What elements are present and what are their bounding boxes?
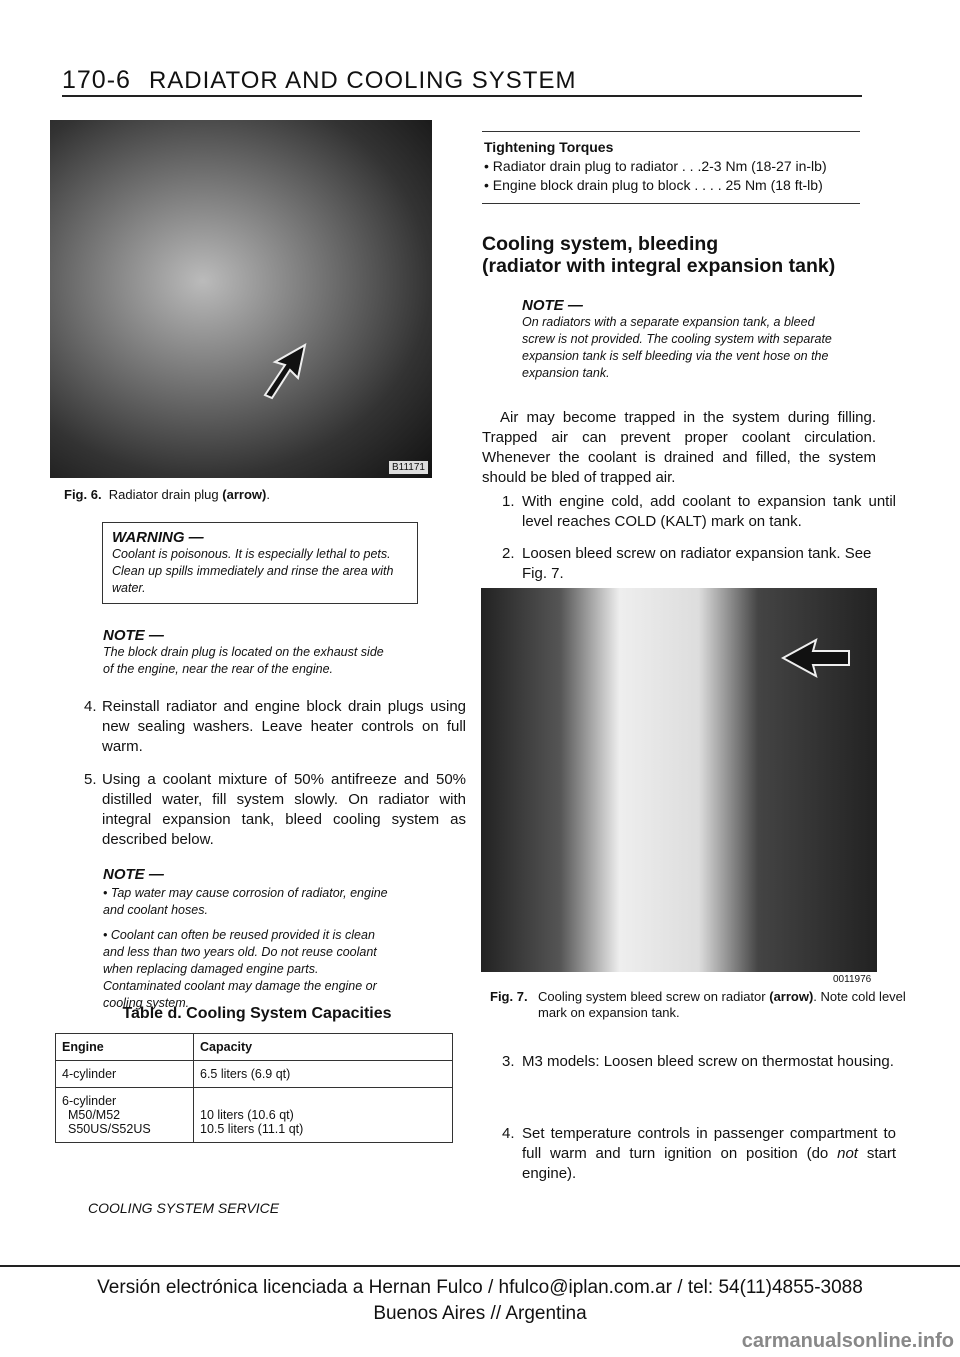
header-rule (62, 95, 862, 97)
caption-bold: (arrow) (222, 487, 267, 502)
step-text: start engine). (522, 1145, 897, 1182)
license-line: Buenos Aires // Argentina (373, 1303, 587, 1324)
torque-item: • Engine block drain plug to block . . . . 25 Nm (18 ft-lb) (484, 177, 823, 193)
step-2 (502, 544, 896, 584)
fig7-photo (481, 588, 877, 972)
step-number: 3. (502, 1053, 515, 1070)
warning-text: Coolant is poisonous. It is especially lethal to pets. Clean up spills immediately and rinse the area with water. (112, 547, 394, 595)
note-block (522, 297, 838, 382)
torques-title: Tightening Torques (484, 139, 614, 155)
chapter-title: RADIATOR AND COOLING SYSTEM (148, 67, 577, 94)
title-line: (radiator with integral expansion tank) (482, 255, 836, 277)
step-4 (84, 697, 466, 757)
step-text: With engine cold, add coolant to expansion tank until level reaches COLD (KALT) mark on tank. (522, 493, 896, 530)
note-title: NOTE — (103, 627, 164, 644)
caption-text: Cooling system bleed screw on radiator (538, 989, 766, 1004)
step-number: 1. (502, 493, 515, 510)
capacity-cell: 10.5 liters (11.1 qt) (200, 1122, 304, 1136)
note-title: NOTE — (522, 297, 583, 314)
image-code: 0011976 (833, 974, 872, 985)
arrow-icon (781, 638, 851, 678)
image-code: B11171 (389, 461, 428, 474)
step-emphasis: not (837, 1145, 858, 1162)
note-block (103, 627, 393, 678)
step-number: 4. (84, 698, 97, 715)
table-header-row (56, 1034, 453, 1061)
column-header: Engine (56, 1034, 194, 1061)
title-line: Cooling system, bleeding (482, 233, 719, 255)
section-title (482, 233, 835, 277)
column-header: Capacity (194, 1034, 453, 1061)
intro-paragraph: Air may become trapped in the system during filling. Trapped air can prevent proper coolant circulation. Whenever the coolant is drained and filled, the system should be bled of trapped air. (482, 409, 876, 486)
warning-title: WARNING — (112, 529, 204, 546)
page-number: 170-6 (62, 66, 131, 94)
step-text: Reinstall radiator and engine block drain plugs using new sealing washers. Leave heater controls on full warm. (102, 698, 466, 755)
warning-box (102, 522, 418, 604)
caption-bold: (arrow) (769, 989, 814, 1004)
caption-end: . Note cold level mark on expansion tank. (538, 989, 906, 1020)
torques-box (484, 138, 827, 195)
fig6-photo (50, 120, 432, 478)
step-text: Set temperature controls in passenger compartment to full warm and turn ignition on position (do (522, 1125, 896, 1162)
caption-text: Radiator drain plug (108, 487, 219, 502)
torque-item: • Radiator drain plug to radiator . . .2-3 Nm (18-27 in-lb) (484, 158, 827, 174)
step-3 (502, 1052, 896, 1072)
note-bullet: • Tap water may cause corrosion of radiator, engine and coolant hoses. (103, 886, 388, 917)
fig6-caption (64, 487, 270, 502)
step-text: Loosen bleed screw on radiator expansion tank. See Fig. 7. (522, 545, 872, 582)
divider (482, 131, 860, 132)
engine-cell: M50/M52 (68, 1108, 121, 1122)
capacity-cell: 6.5 liters (6.9 qt) (194, 1061, 453, 1088)
capacities-table (55, 1033, 453, 1143)
license-line: Versión electrónica licenciada a Hernan Fulco / hfulco@iplan.com.ar / tel: 54(11)4855-3088 (97, 1277, 863, 1298)
caption-end: . (266, 487, 270, 502)
step-4-right (502, 1124, 896, 1184)
section-footer: COOLING SYSTEM SERVICE (88, 1200, 280, 1216)
divider (482, 203, 860, 204)
capacity-cell: 10 liters (10.6 qt) (200, 1108, 294, 1122)
note-bullet: • Coolant can often be reused provided it is clean and less than two years old. Do not reuse coolant when replacing damaged engine parts. Contaminated coolant may damage the engine or cooling system. (103, 928, 377, 1010)
fig-label: Fig. 7. (490, 989, 528, 1004)
table-row (56, 1061, 453, 1088)
step-text: M3 models: Loosen bleed screw on thermostat housing. (522, 1053, 894, 1070)
engine-cell: 6-cylinder (62, 1094, 117, 1108)
step-number: 2. (502, 545, 515, 562)
note-text: The block drain plug is located on the exhaust side of the engine, near the rear of the engine. (103, 645, 384, 676)
step-number: 4. (502, 1125, 515, 1142)
page-header (62, 66, 576, 95)
table-title: Table d. Cooling System Capacities (122, 1005, 392, 1022)
note-text: On radiators with a separate expansion tank, a bleed screw is not provided. The cooling system with separate expansion tank is self bleeding via the vent hose on the expansion tank. (522, 315, 832, 380)
step-text: Using a coolant mixture of 50% antifreeze and 50% distilled water, fill system slowly. On radiator with integral expansion tank, bleed cooling system as described below. (102, 771, 466, 848)
engine-cell: S50US/S52US (68, 1122, 151, 1136)
step-number: 5. (84, 771, 97, 788)
fig-label: Fig. 6. (64, 487, 102, 502)
engine-cell: 4-cylinder (56, 1061, 194, 1088)
fig7-caption (490, 989, 924, 1021)
watermark: carmanualsonline.info (741, 1330, 954, 1352)
table-row (56, 1088, 453, 1143)
note-block (103, 866, 393, 1012)
note-title: NOTE — (103, 866, 164, 883)
arrow-icon (260, 340, 320, 400)
step-1 (502, 492, 896, 532)
step-5 (84, 770, 466, 850)
